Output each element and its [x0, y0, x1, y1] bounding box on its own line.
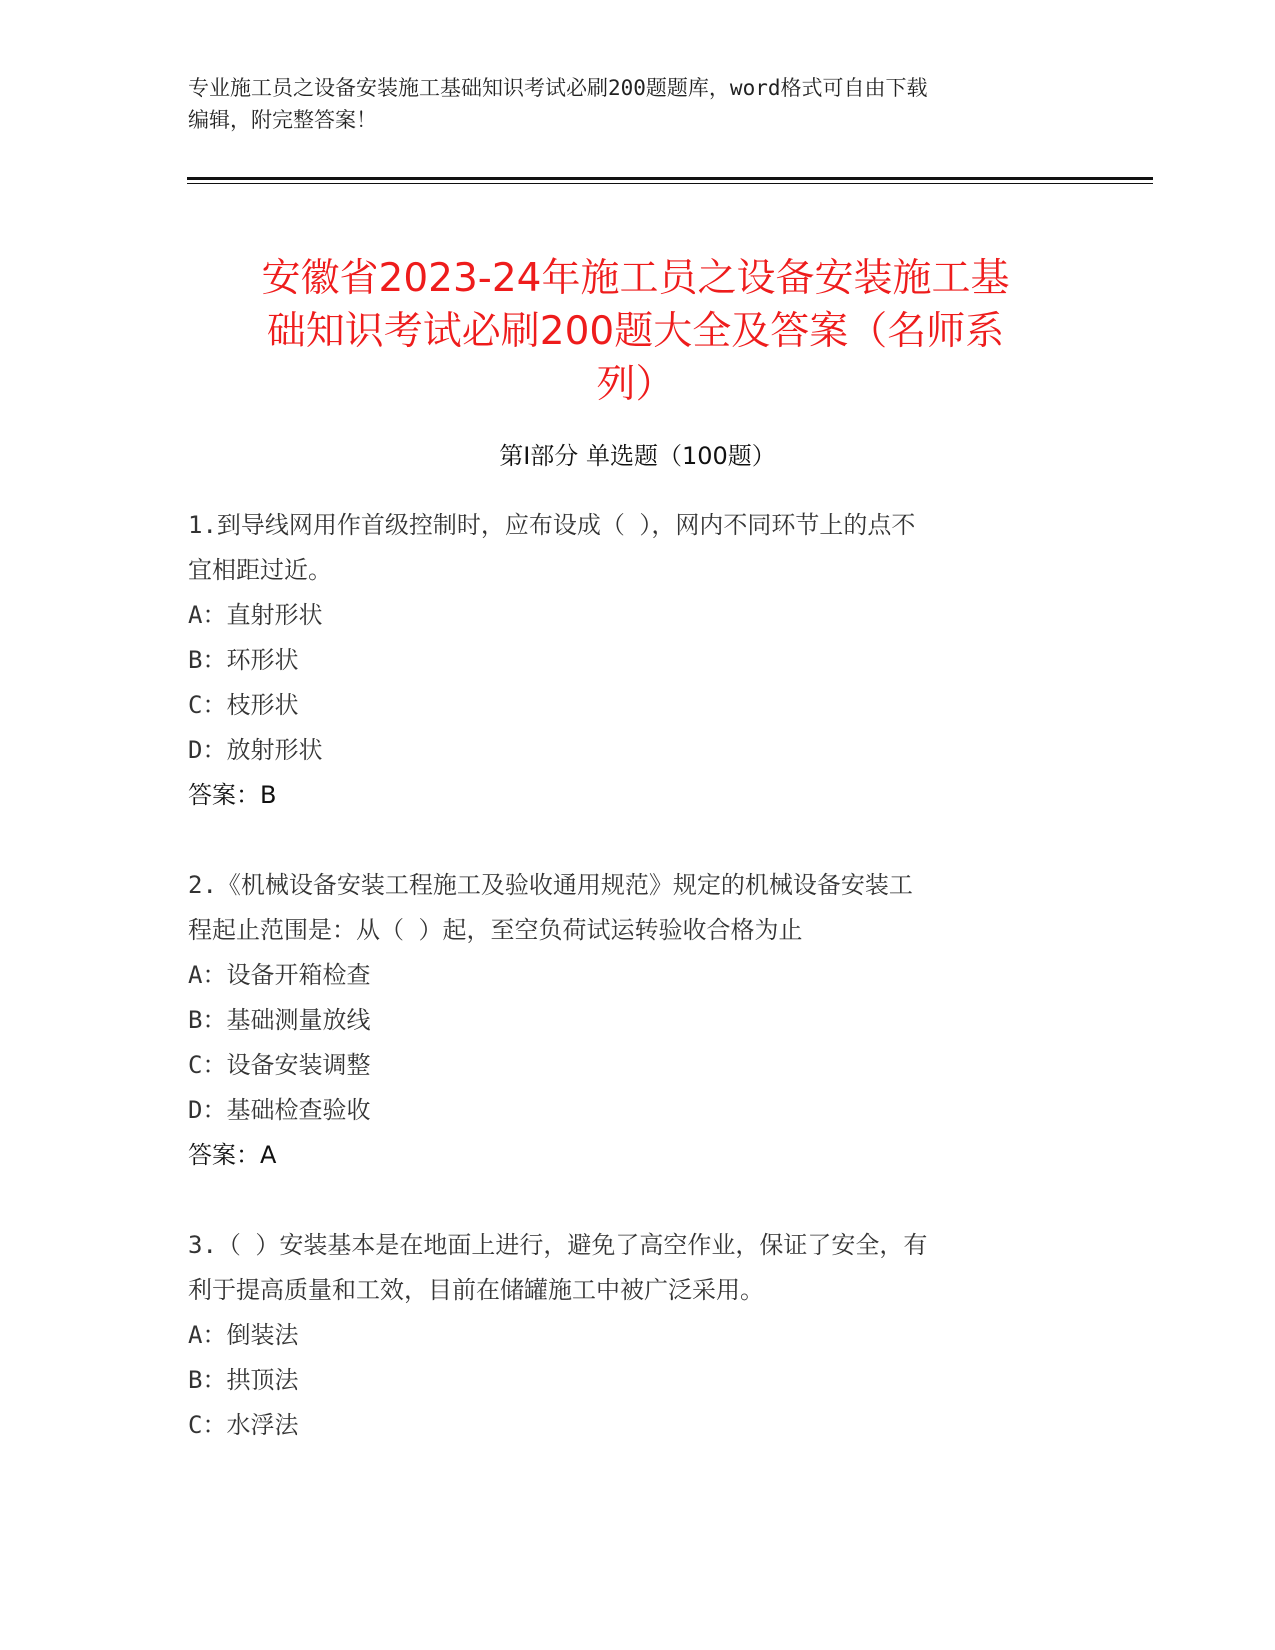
question-2 [188, 863, 1088, 1178]
section-title: 第Ⅰ部分 单选题（100题） [499, 442, 776, 470]
option-c: C：设备安装调整 [188, 1051, 371, 1079]
option-c: C：水浮法 [188, 1411, 299, 1439]
question-stem-line-2: 程起止范围是：从（ ）起，至空负荷试运转验收合格为止 [188, 916, 803, 944]
question-stem-line-2: 利于提高质量和工效，目前在储罐施工中被广泛采用。 [188, 1276, 764, 1304]
question-stem-line-1: 1.到导线网用作首级控制时，应布设成（ ），网内不同环节上的点不 [188, 511, 916, 539]
question-3 [188, 1223, 1088, 1448]
option-b: B：环形状 [188, 646, 299, 674]
header-note [188, 72, 1078, 136]
option-d: D：放射形状 [188, 736, 323, 764]
title-line-1: 安徽省2023-24年施工员之设备安装施工基 [261, 256, 1010, 302]
header-divider-thin [187, 183, 1153, 184]
option-a: A：设备开箱检查 [188, 961, 371, 989]
question-stem-line-1: 2.《机械设备安装工程施工及验收通用规范》规定的机械设备安装工 [188, 871, 913, 899]
option-d: D：基础检查验收 [188, 1096, 371, 1124]
header-note-line-2: 编辑，附完整答案！ [188, 108, 377, 132]
header-divider-thick [187, 177, 1153, 180]
document-title [188, 252, 1083, 411]
option-c: C：枝形状 [188, 691, 299, 719]
question-stem [188, 503, 1088, 593]
answer: 答案：B [188, 781, 277, 809]
option-a: A：直射形状 [188, 601, 323, 629]
option-a: A：倒装法 [188, 1321, 299, 1349]
title-line-2: 础知识考试必刷200题大全及答案（名师系 [266, 309, 1005, 355]
question-stem [188, 863, 1088, 953]
question-1 [188, 503, 1088, 818]
header-note-line-1: 专业施工员之设备安装施工基础知识考试必刷200题题库，word格式可自由下载 [188, 76, 928, 100]
title-line-3: 列） [596, 362, 675, 408]
answer: 答案：A [188, 1141, 277, 1169]
question-stem-line-1: 3.（ ）安装基本是在地面上进行，避免了高空作业，保证了安全，有 [188, 1231, 928, 1259]
option-b: B：拱顶法 [188, 1366, 299, 1394]
question-stem [188, 1223, 1088, 1313]
option-b: B：基础测量放线 [188, 1006, 371, 1034]
question-stem-line-2: 宜相距过近。 [188, 556, 332, 584]
